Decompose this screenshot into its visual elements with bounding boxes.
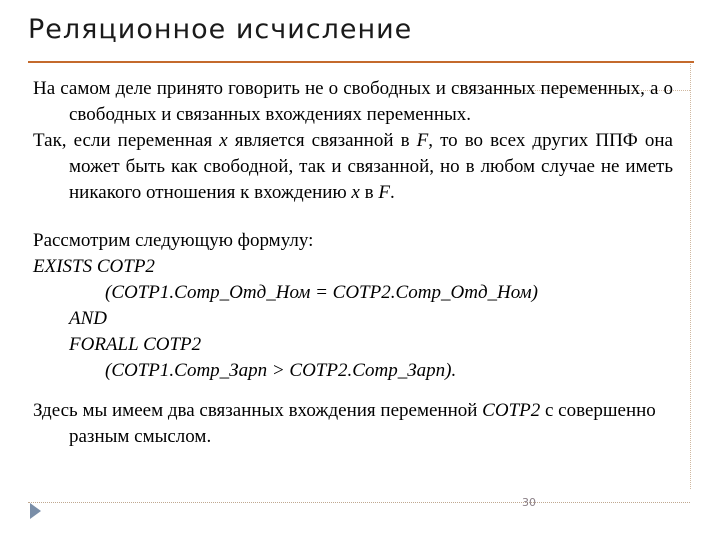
text-fragment: в [359,182,379,203]
variable-sotr2: СОТР2 [482,400,541,421]
formula-f: F [378,182,390,203]
formula-line-and: AND [69,308,107,329]
variable-x: x [351,182,360,203]
decorative-dotted-right-line [690,64,691,489]
spacer [33,206,673,228]
formula-line-exists: EXISTS СОТР2 [33,256,155,277]
paragraph-conclusion [33,398,673,450]
text-fragment: . [389,182,395,203]
paragraph-bound-variable-example [33,128,673,206]
slide-body [33,76,673,450]
text-fragment: Здесь мы имеем два связанных вхождения переменной [33,400,483,421]
formula-intro: Рассмотрим следующую формулу: [33,230,314,251]
variable-x: x [219,130,228,151]
text-fragment: является связанной в [227,130,417,151]
footer-dotted-line [28,502,690,503]
spacer [33,384,673,398]
text-fragment: Так, если переменная [33,130,220,151]
formula-line-forall: FORALL СОТР2 [69,334,202,355]
footer-arrow-icon [30,503,41,519]
formula-line-salary-condition: (СОТР1.Сотр_Зарп > СОТР2.Сотр_Зарп). [105,360,457,381]
formula-f: F [416,130,429,151]
formula-line-dept-condition: (СОТР1.Сотр_Отд_Ном = СОТР2.Сотр_Отд_Ном) [105,282,539,303]
slide-title: Реляционное исчисление [28,14,413,45]
text-fragment: с совершенно разным смыслом. [69,400,656,447]
paragraph-free-bound-occurrences: На самом деле принято говорить не о свободных и связанных переменных, а о свободных и связанных вхождениях переменных. [33,78,673,125]
page-number: 30 [522,496,536,509]
title-underline [28,61,694,63]
text-fragment: , то во всех других ППФ она может быть как свободной, так и связанной, но в любом случае не иметь никакого отношения к вхождению [69,130,673,203]
